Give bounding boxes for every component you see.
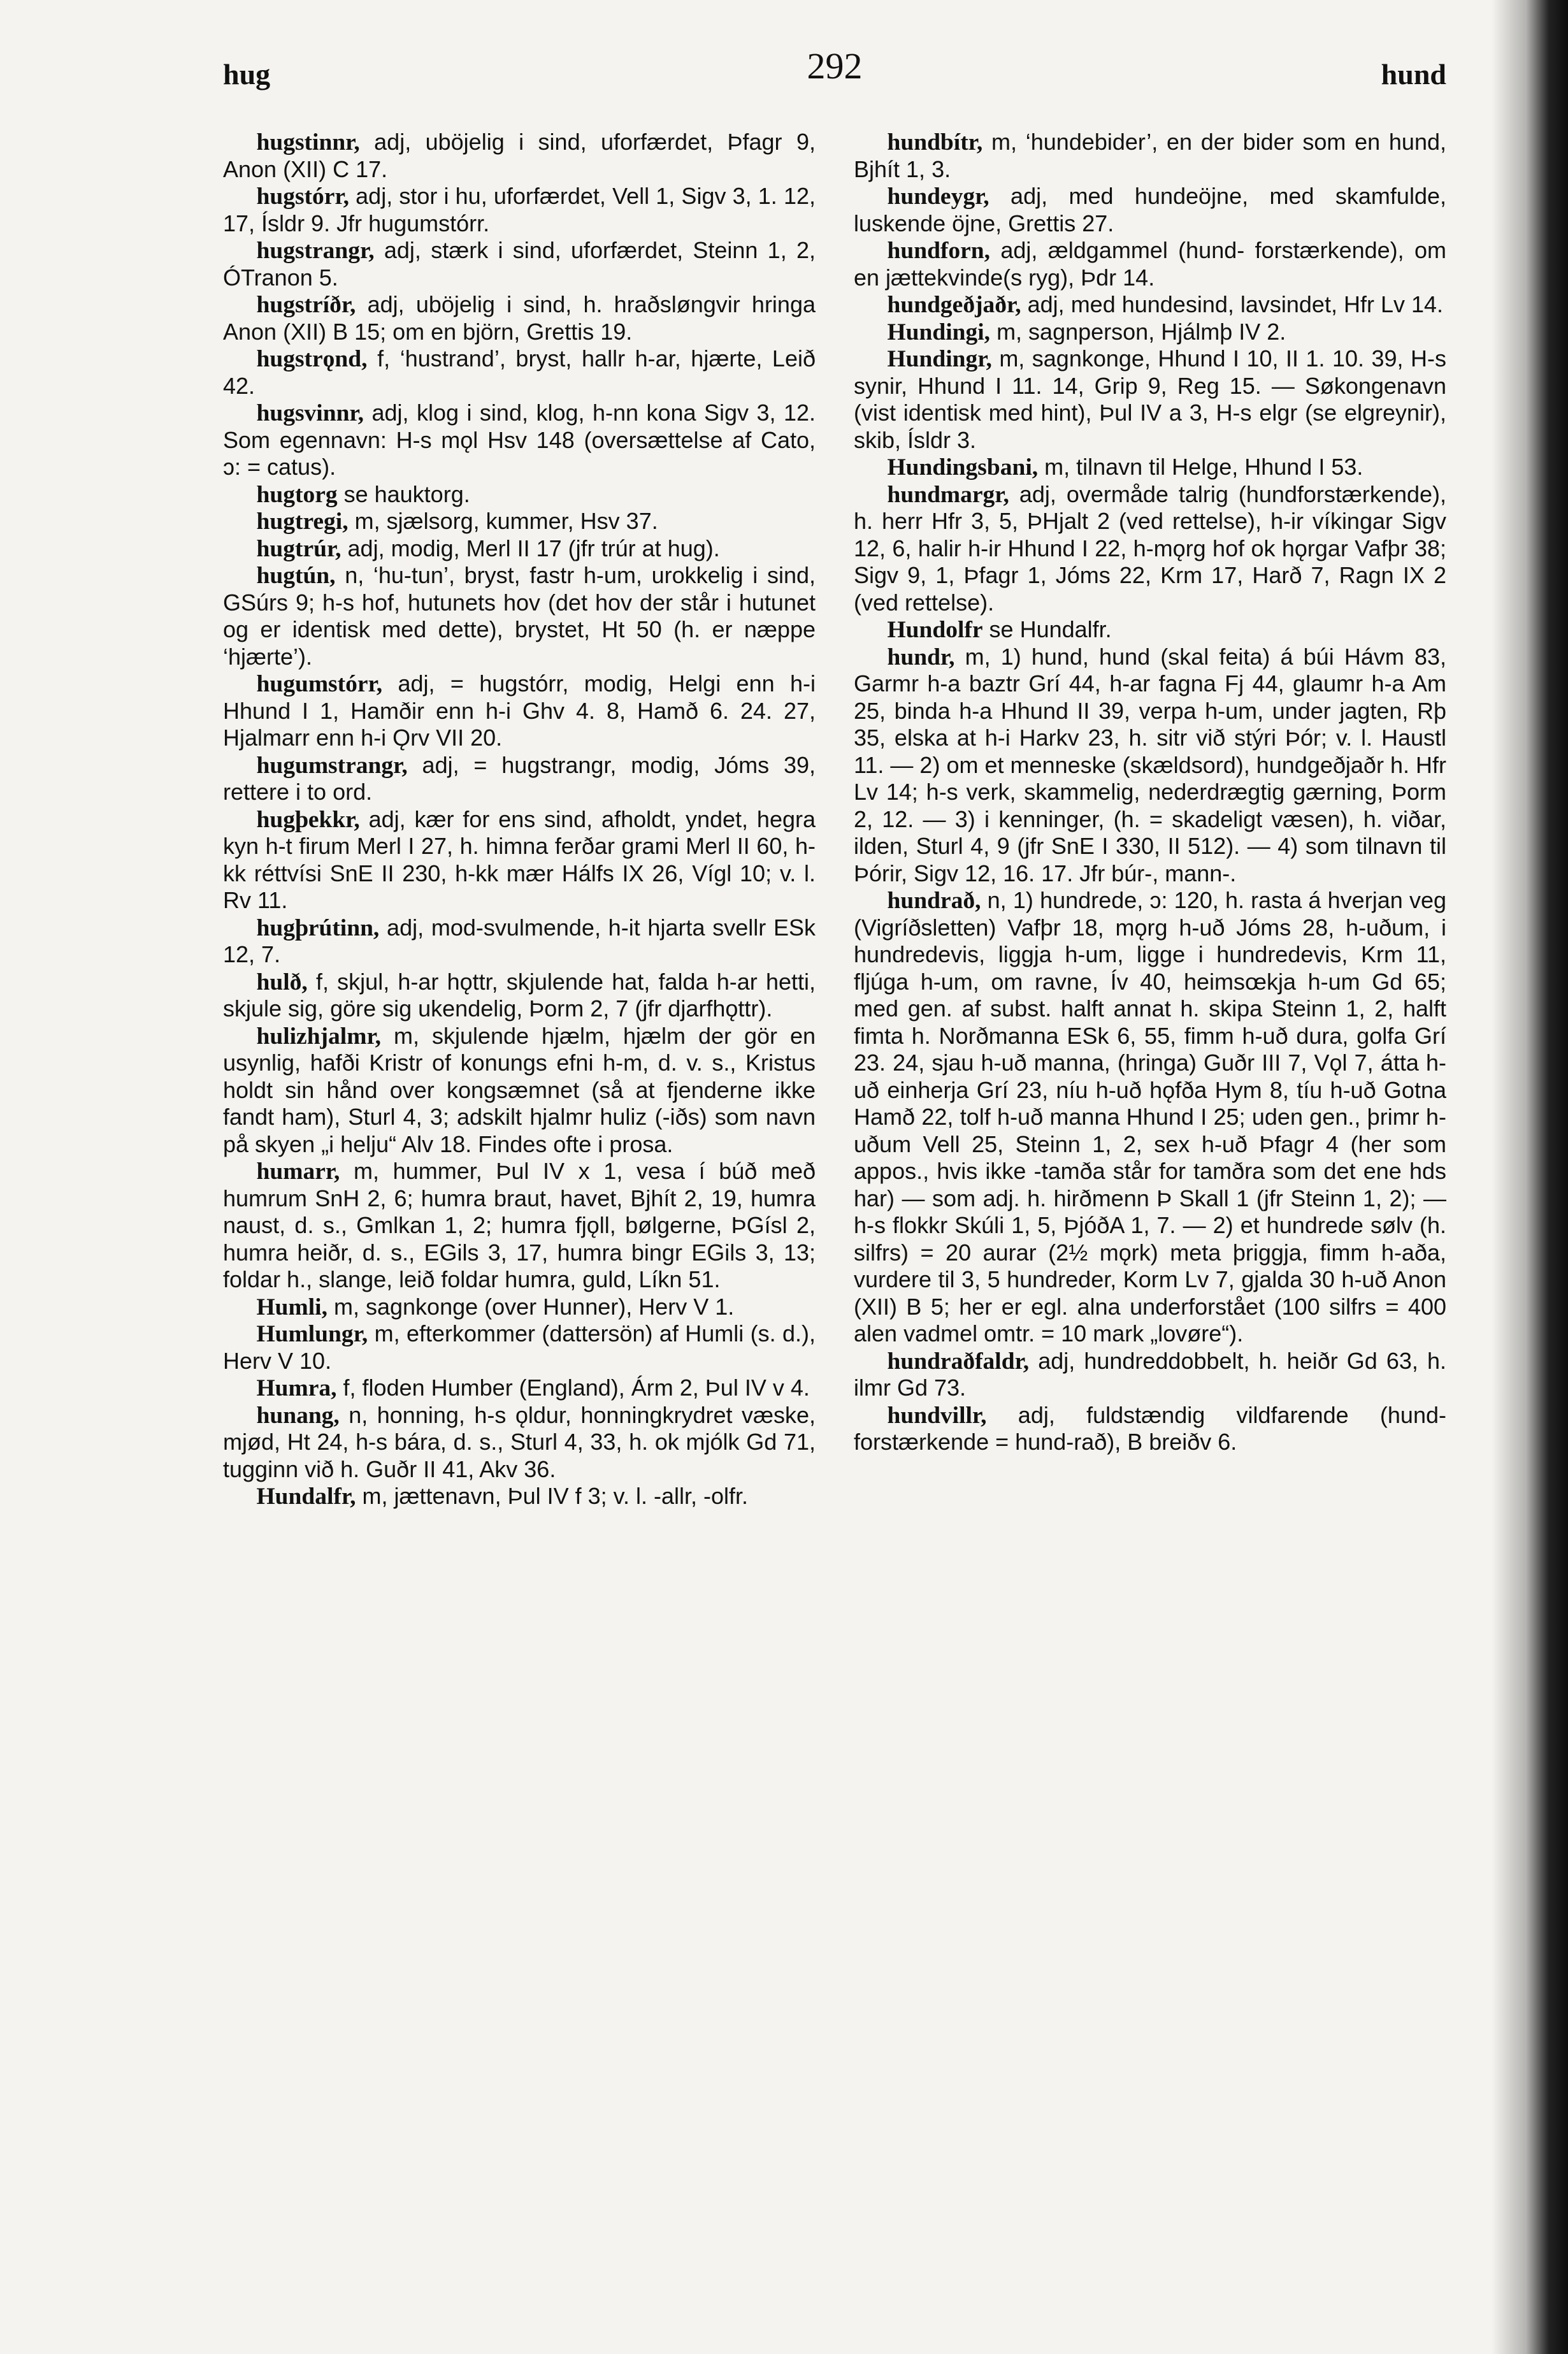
right-column [854,129,1446,1456]
entry-definition: adj, uböjelig i sind, uforfærdet, Þfagr 9, Anon (XII) C 17. [223,129,816,182]
entry-definition: n, ‘hu-tun’, bryst, fastr h-um, urokkelig i sind, GSúrs 9; h-s hof, hutunets hov (det hov der står i hutunet og er identisk med dette), brystet, Ht 50 (h. er næppe ‘hjærte’). [223,562,816,670]
entry-definition: m, jættenavn, Þul IV f 3; v. l. -allr, -olfr. [356,1483,749,1509]
headword: hugumstrangr, [256,752,408,779]
headword: hundrað, [887,888,981,914]
dictionary-entry [854,1402,1446,1456]
headword: hugtrúr, [256,535,342,562]
entry-definition: m, ‘hundebider’, en der bider som en hund, Bjhít 1, 3. [854,129,1446,182]
entry-definition: adj, overmåde talrig (hundforstærkende), h. herr Hfr 3, 5, ÞHjalt 2 (ved rettelse), h-ir víkingar Sigv 12, 6, halir h-ir Hhund I 22, h-mǫrg hof ok hǫrgar Vafþr 38; Sigv 9, 1, Þfagr 1, Jóms 22, Krm 17, Harð 7, Ragn IX 2 (ved rettelse). [854,480,1446,616]
entry-definition: m, sjælsorg, kummer, Hsv 37. [348,508,658,534]
page-header [223,45,1446,102]
dictionary-entry [223,1158,816,1294]
entry-definition: f, skjul, h-ar hǫttr, skjulende hat, falda h-ar hetti, skjule sig, göre sig ukendelig, Þorm 2, 7 (jfr djarfhǫttr). [223,968,816,1022]
headword: hundraðfaldr, [887,1348,1030,1375]
headword: hugtún, [256,563,336,589]
headword: hugsvinnr, [256,400,364,426]
left-guide-word: hug [223,58,271,90]
dictionary-entry [223,535,816,563]
entry-definition: m, sagnkonge, Hhund I 10, II 1. 10. 39, H-s synir, Hhund I 11. 14, Grip 9, Reg 15. — Søkongenavn (vist identisk med hint), Þul IV a 3, H-s elgr (se elgreynir), skib, Ísldr 3. [854,345,1446,453]
entry-definition: adj, = hugstórr, modig, Helgi enn h-i Hhund I 1, Hamðir enn h-i Ghv 4. 8, Hamð 6. 24. 27, Hjalmarr enn h-i Ǫrv VII 20. [223,670,816,751]
dictionary-entry [854,616,1446,644]
headword: Hundingr, [887,346,992,372]
headword: Humli, [256,1294,327,1320]
headword: hundmargr, [887,481,1009,508]
entry-definition: adj, uböjelig i sind, h. hraðsløngvir hringa Anon (XII) B 15; om en björn, Grettis 19. [223,291,816,345]
dictionary-entry [223,508,816,535]
headword: Hundingi, [887,319,991,345]
headword: Hundingsbani, [887,454,1039,480]
dictionary-entry [854,481,1446,617]
headword: humarr, [256,1159,340,1185]
left-column [223,129,816,1510]
dictionary-entry [854,644,1446,888]
headword: hugstórr, [256,184,350,210]
headword: hundvillr, [887,1402,987,1429]
right-guide-word: hund [1381,58,1446,90]
entry-definition: se Hundalfr. [982,616,1112,642]
entry-definition: m, skjulende hjælm, hjælm der gör en usynlig, hafði Kristr of konungs efni h-m, d. v. s., Kristus holdt sin hånd over kongsæmnet (så at fjenderne ikke fandt ham), Sturl 4, 3; adskilt hjalmr huliz (-iðs) som navn på skyen „i helju“ Alv 18. Findes ofte i prosa. [223,1022,816,1157]
entry-definition: adj, = hugstrangr, modig, Jóms 39, rettere i to ord. [223,751,816,805]
dictionary-entry [223,1294,816,1321]
entry-definition: n, 1) hundrede, ɔ: 120, h. rasta á hverjan veg (Vigríðsletten) Vafþr 18, mǫrg h-uð Jóms 28, h-uðum, i hundredevis, liggja h-um, ligge i hundredevis, Krm 11, fljúga h-um, om ravne, Ív 40, heimsœkja h-um Gd 65; med gen. af subst. halft annat h. skipa Steinn 1, 2, halft fimta h. Norðmanna ESk 6, 55, fimm h-uð dura, golfa Grí 23. 24, sjau h-uð manna, (hringa) Guðr III 7, Vǫl 7, átta h-uð einherja Grí 23, níu h-uð hǫfða Hym 8, tíu h-uð Gotna Hamð 22, tolf h-uð manna Hhund I 25; uden gen., þrimr h-uðum Vell 25, Steinn 1, 2, sex h-uð Þfagr 4 (her som appos., hvis ikke -tamða står for tamðra som det ene hds har) — som adj. h. hirðmenn Þ Skall 1 (jfr Steinn 1, 2); — h-s flokkr Skúli 1, 5, ÞjóðA 1, 7. — 2) et hundrede sølv (h. silfrs) = 20 aurar (2½ mǫrk) meta þriggja, fimm h-aða, vurdere til 3, 5 hundreder, Korm Lv 7, gjalda 30 h-uð Anon (XII) B 5; her er egl. alna underforstået (100 silfrs = 400 alen vadmel omtr. = 10 mark „lovøre“). [854,887,1446,1347]
dictionary-entry [854,887,1446,1348]
headword: hugstríðr, [256,292,356,318]
headword: hugþrútinn, [256,914,380,941]
dictionary-entry [854,183,1446,237]
entry-definition: adj, stærk i sind, uforfærdet, Steinn 1, 2, ÓTranon 5. [223,237,816,291]
dictionary-entry [854,345,1446,454]
dictionary-entry [223,1483,816,1510]
headword: hundeygr, [887,184,989,210]
dictionary-entry [223,806,816,914]
dictionary-entry [223,562,816,670]
headword: Humlungr, [256,1321,368,1347]
entry-definition: adj, fuldstændig vildfarende (hund- forstærkende = hund-rað), B breiðv 6. [854,1401,1446,1455]
entry-definition: adj, ældgammel (hund- forstærkende), om en jættekvinde(s ryg), Þdr 14. [854,237,1446,291]
entry-definition: m, hummer, Þul IV x 1, vesa í búð með humrum SnH 2, 6; humra braut, havet, Bjhít 2, 19, humra naust, d. s., Gmlkan 1, 2; humra fjǫll, bølgerne, ÞGísl 2, humra heiðr, d. s., EGils 3, 17, humra bingr EGils 3, 13; foldar h., slange, leið foldar humra, guld, Líkn 51. [223,1158,816,1292]
dictionary-entry [854,237,1446,291]
entry-definition: m, efterkommer (dattersön) af Humli (s. d.), Herv V 10. [223,1320,816,1374]
dictionary-entry [854,454,1446,481]
headword: hugtorg [256,481,338,508]
dictionary-entry [223,752,816,806]
entry-definition: adj, stor i hu, uforfærdet, Vell 1, Sigv 3, 1. 12, 17, Ísldr 9. Jfr hugumstórr. [223,183,816,236]
headword: hugstrǫnd, [256,346,368,372]
entry-definition: f, ‘hustrand’, bryst, hallr h-ar, hjærte, Leið 42. [223,345,816,399]
dictionary-entry [223,1402,816,1484]
entry-definition: adj, hundreddobbelt, h. heiðr Gd 63, h. ilmr Gd 73. [854,1347,1446,1401]
headword: hulð, [256,969,308,995]
headword: hulizhjalmr, [256,1023,382,1050]
headword: hundr, [887,644,955,670]
dictionary-entry [223,1023,816,1159]
entry-definition: se hauktorg. [337,480,470,507]
entry-definition: f, floden Humber (England), Árm 2, Þul IV v 4. [336,1375,810,1401]
dictionary-entry [854,291,1446,319]
headword: hugstinnr, [256,129,360,155]
dictionary-entry [854,1348,1446,1402]
entry-definition: m, sagnperson, Hjálmþ IV 2. [990,318,1286,345]
headword: hugumstórr, [256,671,383,697]
headword: hugstrangr, [256,238,375,264]
dictionary-entry [223,670,816,752]
scan-edge-shadow [1492,0,1568,2354]
entry-definition: m, sagnkonge (over Hunner), Herv V 1. [327,1293,735,1320]
entry-definition: n, honning, h-s ǫldur, honningkrydret væske, mjød, Ht 24, h-s bára, d. s., Sturl 4, 33, h. ok mjólk Gd 71, tugginn við h. Guðr II 41, Akv 36. [223,1401,816,1482]
dictionary-entry [223,237,816,291]
dictionary-entry [223,345,816,400]
entry-definition: adj, med hundeöjne, med skamfulde, luskende öjne, Grettis 27. [854,183,1446,236]
dictionary-entry [223,914,816,969]
dictionary-entry [223,481,816,509]
headword: hundgeðjaðr, [887,292,1021,318]
dictionary-entry [223,1375,816,1402]
entry-definition: adj, modig, Merl II 17 (jfr trúr at hug). [341,535,720,561]
dictionary-entry [223,183,816,237]
headword: Humra, [256,1375,337,1401]
headword: hundbítr, [887,129,983,155]
dictionary-entry [223,400,816,481]
entry-definition: adj, mod-svulmende, h-it hjarta svellr ESk 12, 7. [223,914,816,967]
dictionary-entry [223,291,816,345]
entry-definition: adj, med hundesind, lavsindet, Hfr Lv 14. [1021,291,1444,317]
headword: hugtregi, [256,509,349,535]
entry-definition: adj, kær for ens sind, afholdt, yndet, hegra kyn h-t firum Merl I 27, h. himna ferðar grami Merl II 60, h-kk réttvísi SnE II 230, h-kk mær Hálfs IX 26, Vígl 10; v. l. Rv 11. [223,805,816,913]
dictionary-entry [223,1320,816,1375]
headword: hunang, [256,1402,340,1429]
entry-definition: m, tilnavn til Helge, Hhund I 53. [1038,454,1363,480]
headword: Hundolfr [887,617,983,643]
dictionary-entry [854,129,1446,183]
headword: hundforn, [887,238,991,264]
entry-definition: adj, klog i sind, klog, h-nn kona Sigv 3, 12. Som egennavn: H-s mǫl Hsv 148 (oversættelse af Cato, ɔ: = catus). [223,400,816,480]
headword: hugþekkr, [256,806,360,833]
dictionary-entry [223,129,816,183]
dictionary-entry [854,319,1446,346]
page-number: 292 [807,45,863,87]
entry-definition: m, 1) hund, hund (skal feita) á búi Hávm 83, Garmr h-a baztr Grí 44, h-ar fagna Fj 44, glaumr h-a Am 25, binda h-a Hhund II 39, verpa h-um, under jagten, Rþ 35, elska at h-i Harkv 23, h. sitr við stýri Þór; v. l. Haustl 11. — 2) om et menneske (skældsord), hundgeðjaðr h. Hfr Lv 14; h-s verk, skammelig, nederdrægtig gærning, Þorm 2, 12. — 3) i kenninger, (h. = skadeligt væsen), h. viðar, ilden, Sturl 4, 9 (jfr SnE I 330, II 512). — 4) som tilnavn til Þórir, Sigv 12, 16. 17. Jfr búr-, mann-. [854,643,1446,886]
headword: Hundalfr, [256,1484,356,1510]
dictionary-entry [223,969,816,1023]
